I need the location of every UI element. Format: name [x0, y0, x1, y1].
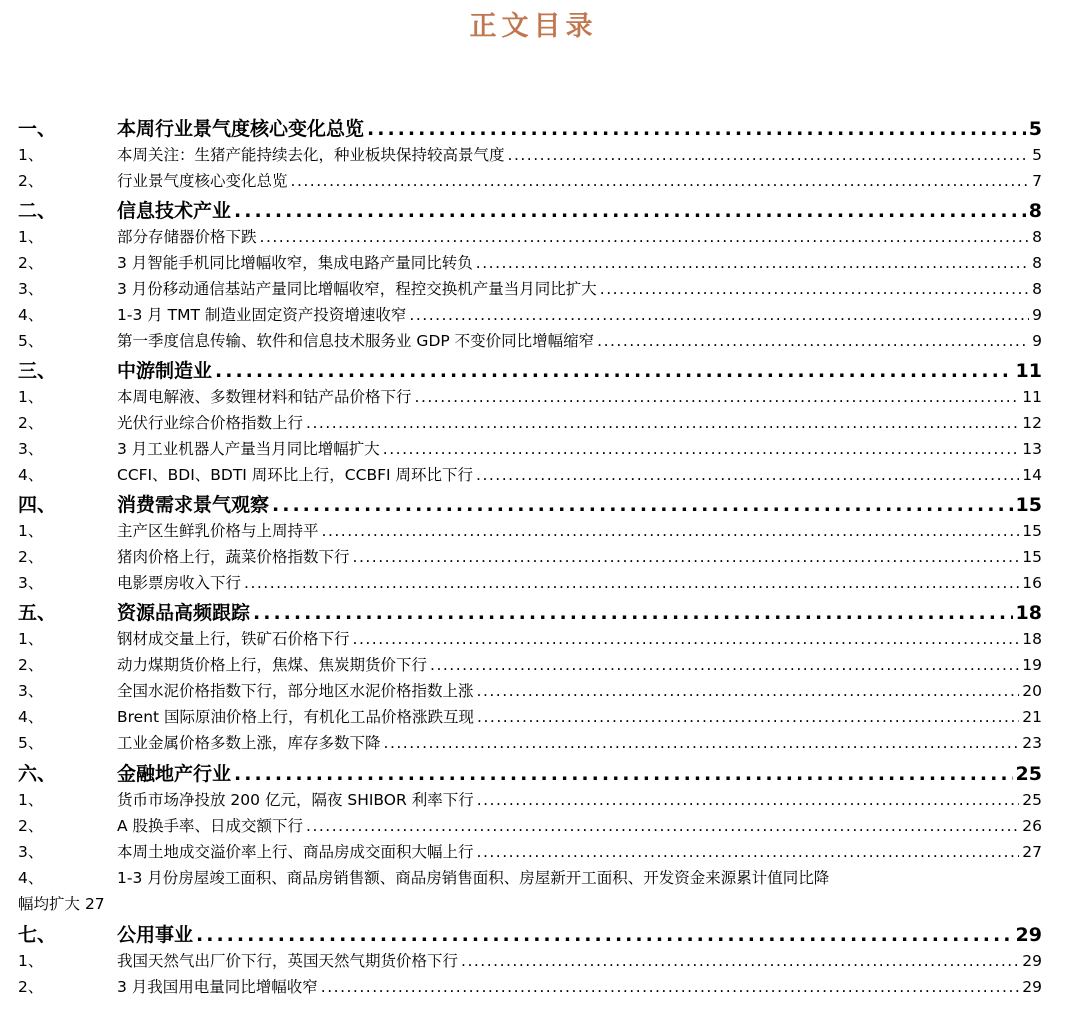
- toc-entry-title: 3 月份移动通信基站产量同比增幅收窄，程控交换机产量当月同比扩大: [117, 280, 597, 298]
- toc-entry-page: 5: [1032, 146, 1042, 164]
- toc-leader-dots: [196, 924, 1013, 946]
- toc-entry-page: 18: [1022, 630, 1042, 648]
- toc-leader-dots: [215, 360, 1013, 382]
- toc-entry-page: 29: [1015, 924, 1042, 946]
- toc-entry-title: 金融地产行业: [117, 763, 232, 785]
- toc-entry-number: 一、: [18, 118, 57, 140]
- toc-entry-number: 3、: [18, 682, 44, 700]
- toc-entry-page: 7: [1032, 172, 1042, 190]
- toc-entry-page: 25: [1022, 791, 1042, 809]
- toc-entry-number: 1、: [18, 952, 44, 970]
- toc-leader-dots: [272, 494, 1013, 516]
- toc-entry-number: 5、: [18, 332, 44, 350]
- toc-entry-title: 本周关注：生猪产能持续去化，种业板块保持较高景气度: [117, 146, 505, 164]
- toc-entry-number: 4、: [18, 306, 44, 324]
- toc-entry-title: 我国天然气出厂价下行，英国天然气期货价格下行: [117, 952, 459, 970]
- toc-entry-page: 15: [1022, 522, 1042, 540]
- toc-entry-number: 五、: [18, 602, 57, 624]
- toc-entry-title: 行业景气度核心变化总览: [117, 172, 288, 190]
- toc-entry-page: 12: [1022, 414, 1042, 432]
- toc-entry-title: 信息技术产业: [117, 200, 232, 222]
- toc-leader-dots: [234, 200, 1026, 222]
- toc-entry-page: 20: [1022, 682, 1042, 700]
- toc-entry-number: 4、: [18, 708, 44, 726]
- toc-entry-number: 2、: [18, 978, 44, 996]
- toc-entry-number: 七、: [18, 924, 57, 946]
- toc-leader-dots: [244, 574, 1019, 592]
- toc-entry-title: 动力煤期货价格上行，焦煤、焦炭期货价下行: [117, 656, 428, 674]
- toc-entry-title: 货币市场净投放 200 亿元，隔夜 SHIBOR 利率下行: [117, 791, 474, 809]
- toc-entry-page: 8: [1032, 254, 1042, 272]
- toc-entry-number: 2、: [18, 817, 44, 835]
- toc-entry-title: 本周土地成交溢价率上行、商品房成交面积大幅上行: [117, 843, 474, 861]
- toc-entry-number: 4、: [18, 869, 44, 887]
- toc-leader-dots: [253, 602, 1013, 624]
- toc-leader-dots: [367, 118, 1026, 140]
- toc-entry-title: 3 月工业机器人产量当月同比增幅扩大: [117, 440, 380, 458]
- toc-entry-page: 8: [1032, 228, 1042, 246]
- toc-entry-title: 工业金属价格多数上涨，库存多数下降: [117, 734, 381, 752]
- toc-leader-dots: [461, 952, 1019, 970]
- toc-leader-dots: [477, 708, 1019, 726]
- toc-entry-page: 11: [1015, 360, 1042, 382]
- toc-entry-title: 部分存储器价格下跌: [117, 228, 257, 246]
- toc-entry-title: 主产区生鲜乳价格与上周持平: [117, 522, 319, 540]
- toc-entry-page: 29: [1022, 978, 1042, 996]
- toc-entry-title: 资源品高频跟踪: [117, 602, 251, 624]
- toc-entry-number: 2、: [18, 548, 44, 566]
- toc-leader-dots: [291, 172, 1030, 190]
- toc-leader-dots: [353, 548, 1020, 566]
- toc-leader-dots: [321, 978, 1019, 996]
- toc-entry-page: 23: [1022, 734, 1042, 752]
- toc-entry-page: 5: [1028, 118, 1042, 140]
- toc-entry-number: 2、: [18, 656, 44, 674]
- toc-entry-page: 16: [1022, 574, 1042, 592]
- toc-entry-page: 13: [1022, 440, 1042, 458]
- toc-entry-number: 2、: [18, 414, 44, 432]
- toc-entry-title: 猪肉价格上行，蔬菜价格指数下行: [117, 548, 350, 566]
- toc-entry-page: 27: [1022, 843, 1042, 861]
- toc-leader-dots: [476, 466, 1019, 484]
- toc-leader-dots: [600, 280, 1029, 298]
- toc-entry-title: Brent 国际原油价格上行，有机化工品价格涨跌互现: [117, 708, 475, 726]
- toc-entry-page: 21: [1022, 708, 1042, 726]
- toc-entry-page: 9: [1032, 306, 1042, 324]
- toc-entry-page: 29: [1022, 952, 1042, 970]
- toc-entry-number: 4、: [18, 466, 44, 484]
- toc-entry-number: 四、: [18, 494, 57, 516]
- toc-leader-dots: [415, 388, 1020, 406]
- toc-entry-number: 3、: [18, 843, 44, 861]
- toc-leader-dots: [384, 734, 1020, 752]
- toc-entry-title: 本周电解液、多数锂材料和钴产品价格下行: [117, 388, 412, 406]
- toc-entry-number: 1、: [18, 228, 44, 246]
- toc-entry-number: 3、: [18, 440, 44, 458]
- toc-leader-dots: [322, 522, 1020, 540]
- toc-entry-page: 25: [1015, 763, 1042, 785]
- toc-entry-number: 1、: [18, 791, 44, 809]
- toc-leader-dots: [234, 763, 1013, 785]
- toc-entry-page: 8: [1028, 200, 1042, 222]
- toc-entry-title: 电影票房收入下行: [117, 574, 242, 592]
- toc-leader-dots: [260, 228, 1030, 246]
- toc-entry-page: 9: [1032, 332, 1042, 350]
- toc-entry-number: 三、: [18, 360, 57, 382]
- toc-leader-dots: [409, 306, 1029, 324]
- toc-entry-page: 14: [1022, 466, 1042, 484]
- toc-entry-title: A 股换手率、日成交额下行: [117, 817, 304, 835]
- toc-entry-number: 2、: [18, 172, 44, 190]
- toc-leader-dots: [306, 414, 1019, 432]
- toc-entry-number: 1、: [18, 146, 44, 164]
- toc-entry-page: 27: [84, 895, 105, 913]
- toc-entry-number: 1、: [18, 522, 44, 540]
- toc-entry-page: 8: [1032, 280, 1042, 298]
- toc-entry-title: 中游制造业: [117, 360, 213, 382]
- toc-entry-page: 18: [1015, 602, 1042, 624]
- toc-entry-title: 光伏行业综合价格指数上行: [117, 414, 304, 432]
- toc-entry-number: 3、: [18, 574, 44, 592]
- toc-leader-dots: [597, 332, 1029, 350]
- toc-entry-title: 钢材成交量上行，铁矿石价格下行: [117, 630, 350, 648]
- toc-leader-dots: [477, 843, 1020, 861]
- toc-entry-title: 3 月我国用电量同比增幅收窄: [117, 978, 318, 996]
- toc-entry-title: 1-3 月份房屋竣工面积、商品房销售额、商品房销售面积、房屋新开工面积、开发资金来源累计值同比降: [117, 869, 830, 887]
- toc-entry-title: CCFI、BDI、BDTI 周环比上行，CCBFI 周环比下行: [117, 466, 474, 484]
- toc-entry-title: 3 月智能手机同比增幅收窄，集成电路产量同比转负: [117, 254, 473, 272]
- toc-entry-title: 第一季度信息传输、软件和信息技术服务业 GDP 不变价同比增幅缩窄: [117, 332, 595, 350]
- toc-entry-number: 二、: [18, 200, 57, 222]
- toc-entry-title: 全国水泥价格指数下行，部分地区水泥价格指数上涨: [117, 682, 474, 700]
- toc-leader-dots: [477, 682, 1020, 700]
- toc-entry-page: 11: [1022, 388, 1042, 406]
- toc-leader-dots: [353, 630, 1020, 648]
- toc-title: 正文目录: [469, 11, 598, 42]
- toc-entry-page: 15: [1015, 494, 1042, 516]
- toc-entry-number: 1、: [18, 630, 44, 648]
- toc-entry-page: 15: [1022, 548, 1042, 566]
- toc-entry-page: 26: [1022, 817, 1042, 835]
- toc-entry-title: 公用事业: [117, 924, 194, 946]
- toc-entry-number: 5、: [18, 734, 44, 752]
- toc-entry-title: 消费需求景气观察: [117, 494, 270, 516]
- toc-entry-number: 六、: [18, 763, 57, 785]
- toc-leader-dots: [508, 146, 1030, 164]
- toc-entry-title-continued: 幅均扩大 27: [18, 895, 105, 913]
- toc-entry-number: 1、: [18, 388, 44, 406]
- toc-entry-number: 2、: [18, 254, 44, 272]
- toc-leader-dots: [306, 817, 1019, 835]
- toc-entry-title: 1-3 月 TMT 制造业固定资产投资增速收窄: [117, 306, 407, 324]
- toc-entry-number: 3、: [18, 280, 44, 298]
- toc-leader-dots: [476, 254, 1029, 272]
- toc-leader-dots: [383, 440, 1019, 458]
- toc-leader-dots: [430, 656, 1019, 674]
- toc-entry-page: 19: [1022, 656, 1042, 674]
- toc-leader-dots: [477, 791, 1020, 809]
- toc-entry-title: 本周行业景气度核心变化总览: [117, 118, 365, 140]
